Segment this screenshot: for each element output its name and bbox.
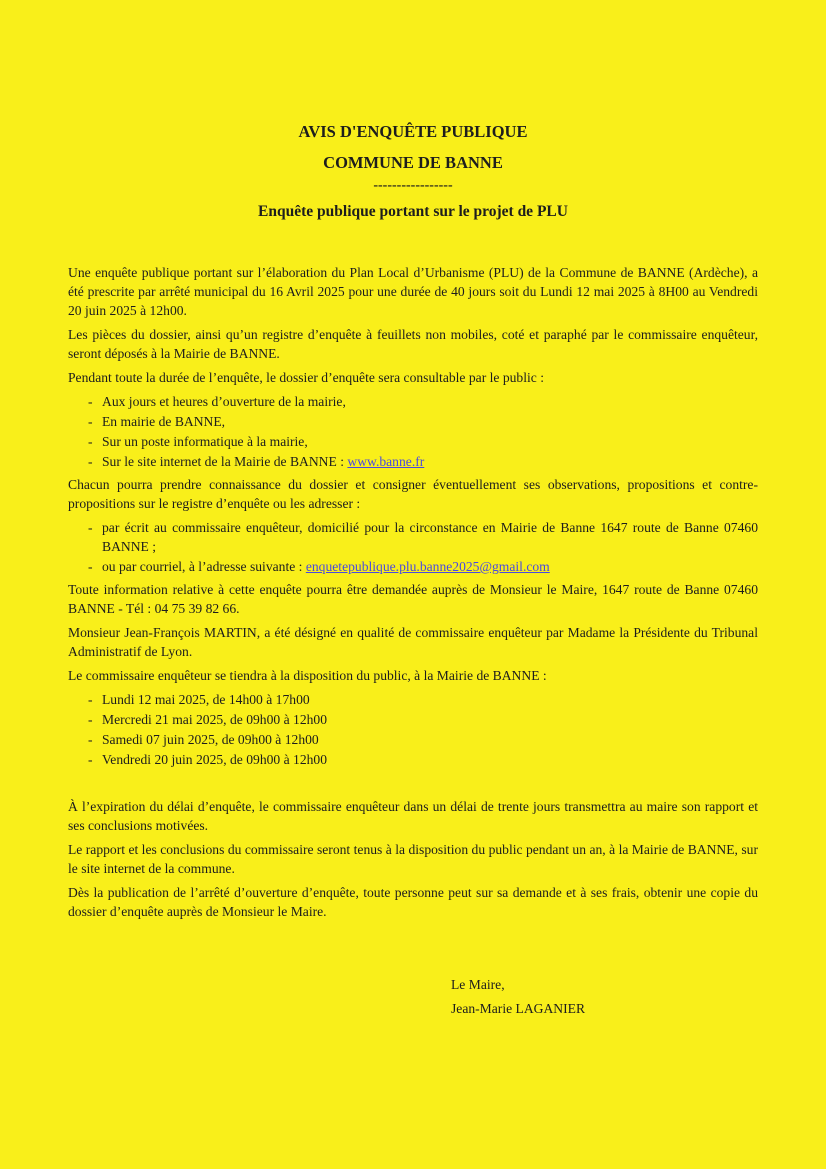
consultation-intro: Pendant toute la durée de l’enquête, le dossier d’enquête sera consultable par le public : — [68, 370, 544, 385]
notice-title: AVIS D'ENQUÊTE PUBLIQUE — [298, 122, 528, 141]
website-link[interactable]: www.banne.fr — [347, 454, 425, 469]
commune-name: COMMUNE DE BANNE — [323, 153, 503, 172]
report-paragraph: À l’expiration du délai d’enquête, le commissaire enquêteur dans un délai de trente jours transmettra au maire son rapport et ses conclusions motivées. — [68, 799, 758, 833]
permanences-intro: Le commissaire enquêteur se tiendra à la disposition du public, à la Mairie de BANNE : — [68, 668, 547, 683]
notice-body — [68, 263, 758, 926]
permanences-list — [68, 690, 758, 769]
website-label: Sur le site internet de la Mairie de BANNE : — [102, 454, 348, 469]
signature-role: Le Maire, — [451, 977, 505, 992]
list-item: - En mairie de BANNE, — [68, 412, 758, 431]
email-link[interactable]: enquetepublique.plu.banne2025@gmail.com — [305, 559, 550, 574]
commissioner-paragraph: Monsieur Jean-François MARTIN, a été désigné en qualité de commissaire enquêteur par Madame la Présidente du Tribunal Administratif de Lyon. — [68, 625, 758, 659]
contact-paragraph: Toute information relative à cette enquête pourra être demandée auprès de Monsieur le Maire, 1647 route de Banne 07460 BANNE - Tél : 04 75 39 82 66. — [68, 582, 758, 616]
notice-subtitle: Enquête publique portant sur le projet de PLU — [258, 203, 568, 220]
conclusions-paragraph: Le rapport et les conclusions du commissaire seront tenus à la disposition du public pendant un an, à la Mairie de BANNE, sur le site internet de la commune. — [68, 842, 758, 876]
list-item: - Sur un poste informatique à la mairie, — [68, 432, 758, 451]
intro-paragraph: Une enquête publique portant sur l’élaboration du Plan Local d’Urbanisme (PLU) de la Commune de BANNE (Ardèche), a été prescrite par arrêté municipal du 16 Avril 2025 pour une durée de 40 jours soit du Lundi 12 mai 2025 à 8H00 au Vendredi 20 juin 2025 à 12h00. — [68, 265, 758, 318]
observations-list — [68, 518, 758, 576]
dossier-paragraph: Les pièces du dossier, ainsi qu’un registre d’enquête à feuillets non mobiles, coté et paraphé par le commissaire enquêteur, seront déposés à la Mairie de BANNE. — [68, 327, 758, 361]
list-item: - Mercredi 21 mai 2025, de 09h00 à 12h00 — [68, 710, 758, 729]
list-item: - Lundi 12 mai 2025, de 14h00 à 17h00 — [68, 690, 758, 709]
observations-intro: Chacun pourra prendre connaissance du dossier et consigner éventuellement ses observations, propositions et contre-propositions sur le registre d’enquête ou les adresser : — [68, 477, 758, 511]
list-item: - Vendredi 20 juin 2025, de 09h00 à 12h00 — [68, 750, 758, 769]
copy-paragraph: Dès la publication de l’arrêté d’ouverture d’enquête, toute personne peut sur sa demande et à ses frais, obtenir une copie du dossier d’enquête auprès de Monsieur le Maire. — [68, 885, 758, 919]
consultation-list — [68, 392, 758, 471]
section-gap — [68, 773, 758, 797]
list-item — [68, 557, 758, 576]
list-item — [68, 452, 758, 471]
signature-block — [451, 973, 585, 1021]
list-item: - par écrit au commissaire enquêteur, domicilié pour la circonstance en Mairie de Banne 1647 route de Banne 07460 BANNE ; — [68, 518, 758, 556]
title-separator: ----------------- — [373, 178, 453, 193]
list-item: - Samedi 07 juin 2025, de 09h00 à 12h00 — [68, 730, 758, 749]
signature-name: Jean-Marie LAGANIER — [451, 1001, 586, 1016]
list-item: - Aux jours et heures d’ouverture de la mairie, — [68, 392, 758, 411]
email-label: ou par courriel, à l’adresse suivante : — [102, 559, 306, 574]
